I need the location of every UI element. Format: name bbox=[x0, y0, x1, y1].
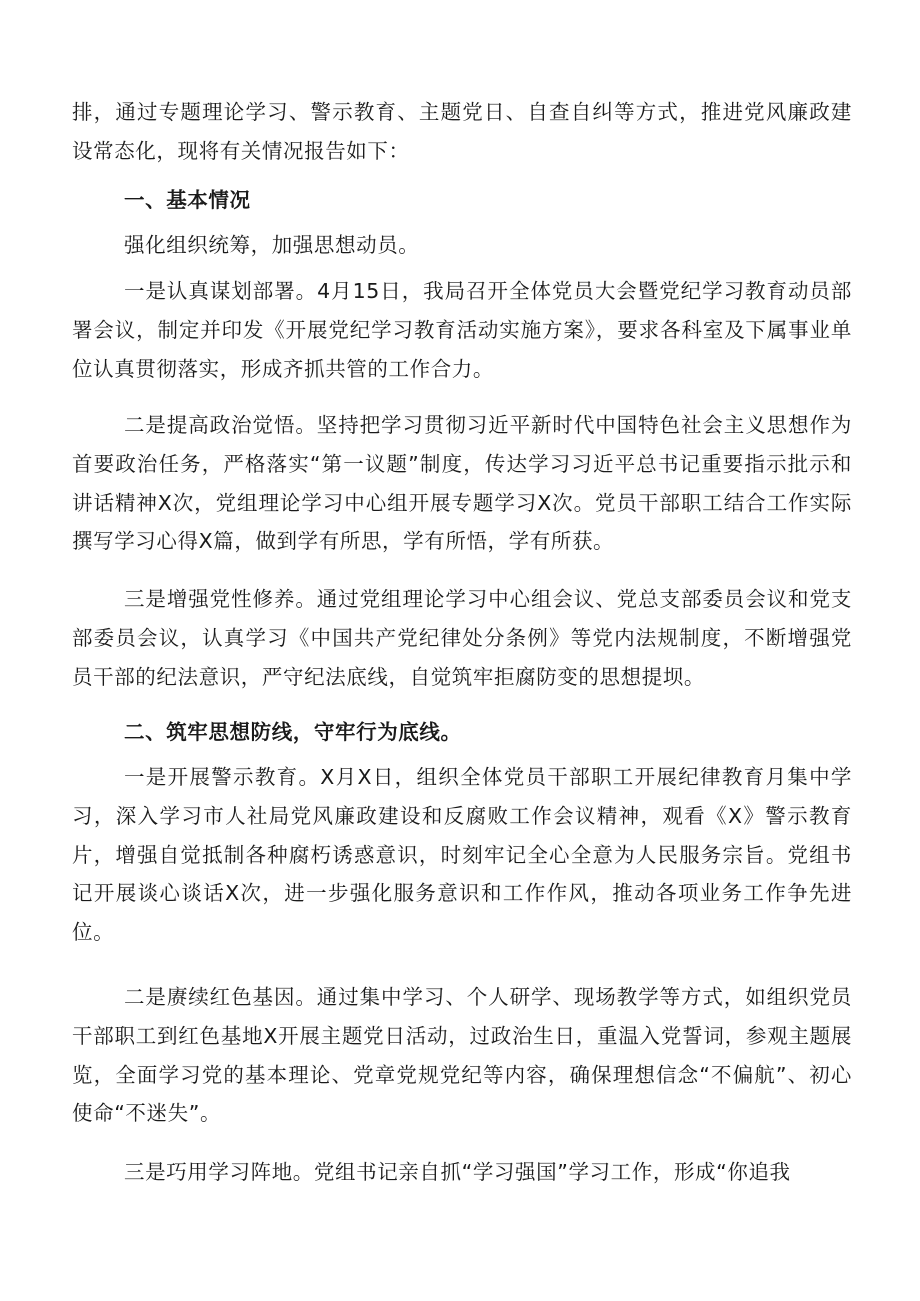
section1-heading: 一、基本情况 bbox=[124, 188, 251, 212]
section1-lead-paragraph: 强化组织统筹，加强思想动员。 bbox=[124, 233, 420, 257]
section1-item1-paragraph: 一是认真谋划部署。4月15日，我局召开全体党员大会暨党纪学习教育动员部署会议，制定并印发《开展党纪学习教育活动实施方案》，要求各科室及下属事业单位认真贯彻落实，形成齐抓共管的工作合力。 bbox=[72, 279, 852, 381]
section2-item2-paragraph: 二是赓续红色基因。通过集中学习、个人研学、现场教学等方式，如组织党员干部职工到红色基地X开展主题党日活动，过政治生日，重温入党誓词，参观主题展览，全面学习党的基本理论、党章党规党纪等内容，确保理想信念“不偏航”、初心使命“不迷失”。 bbox=[72, 985, 852, 1126]
section2-item3-paragraph: 三是巧用学习阵地。党组书记亲自抓“学习强国”学习工作，形成“你追我 bbox=[124, 1160, 791, 1184]
section2-item1-paragraph: 一是开展警示教育。X月X日，组织全体党员干部职工开展纪律教育月集中学习，深入学习市人社局党风廉政建设和反腐败工作会议精神，观看《X》警示教育片，增强自觉抵制各种腐朽诱惑意识，时刻牢记全心全意为人民服务宗旨。党组书记开展谈心谈话X次，进一步强化服务意识和工作作风，推动各项业务工作争先进位。 bbox=[72, 765, 852, 945]
section1-item2-paragraph: 二是提高政治觉悟。坚持把学习贯彻习近平新时代中国特色社会主义思想作为首要政治任务，严格落实“第一议题”制度，传达学习习近平总书记重要指示批示和讲话精神X次，党组理论学习中心组开展专题学习X次。党员干部职工结合工作实际撰写学习心得X篇，做到学有所思，学有所悟，学有所获。 bbox=[72, 413, 852, 554]
intro-paragraph: 排，通过专题理论学习、警示教育、主题党日、自查自纠等方式，推进党风廉政建设常态化，现将有关情况报告如下： bbox=[72, 100, 852, 163]
section1-item3-paragraph: 三是增强党性修养。通过党组理论学习中心组会议、党总支部委员会议和党支部委员会议，认真学习《中国共产党纪律处分条例》等党内法规制度，不断增强党员干部的纪法意识，严守纪法底线，自觉筑牢拒腐防变的思想提坝。 bbox=[72, 587, 852, 689]
section2-heading: 二、筑牢思想防线，守牢行为底线。 bbox=[124, 720, 462, 744]
